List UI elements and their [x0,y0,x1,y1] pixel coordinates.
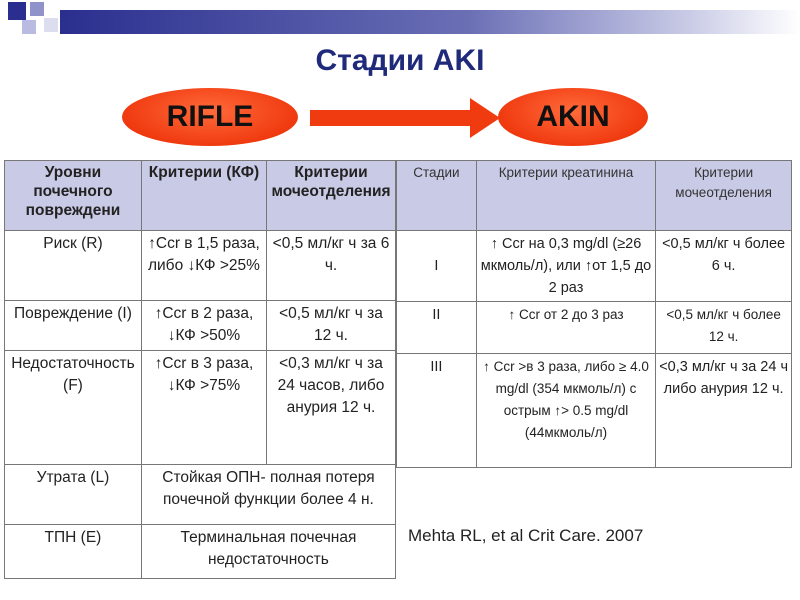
decor-square-2 [30,2,44,16]
rifle-level-cell: Утрата (L) [5,465,142,525]
akin-header-urine: Критерии мочеотделения [656,161,792,231]
rifle-merged-cell: Стойкая ОПН- полная потеря почечной функции более 4 н. [141,465,395,525]
table-row [397,231,792,302]
akin-header-stage: Стадии [397,161,477,231]
akin-table [396,160,792,468]
table-row [397,302,792,354]
header-bar [60,10,800,34]
table-row [5,525,396,579]
rifle-level-cell: ТПН (E) [5,525,142,579]
rifle-gfr-cell: ↑Ccr в 1,5 раза, либо ↓КФ >25% [141,231,266,301]
decor-square-1 [8,2,26,20]
decor-square-4 [44,18,58,32]
akin-urine-cell: <0,5 мл/кг ч более 6 ч. [656,231,792,302]
rifle-gfr-cell: ↑Ccr в 2 раза, ↓КФ >50% [141,301,266,351]
rifle-table [4,160,396,579]
oval-akin: AKIN [498,88,648,146]
akin-stage-cell: II [397,302,477,354]
akin-urine-cell: <0,5 мл/кг ч более 12 ч. [656,302,792,354]
rifle-header-gfr: Критерии (КФ) [141,161,266,231]
akin-creatinine-cell: ↑ Ccr от 2 до 3 раз [476,302,655,354]
table-row [397,354,792,468]
akin-header-creatinine: Критерии креатинина [476,161,655,231]
right-arrow-icon [310,98,500,138]
rifle-urine-cell: <0,5 мл/кг ч за 6 ч. [267,231,396,301]
rifle-level-cell: Недостаточность (F) [5,351,142,465]
table-row [5,465,396,525]
akin-creatinine-cell: ↑ Ccr на 0,3 mg/dl (≥26 мкмоль/л), или ↑от 1,5 до 2 раз [476,231,655,302]
rifle-header-level: Уровни почечного повреждени [5,161,142,231]
rifle-level-cell: Повреждение (I) [5,301,142,351]
akin-stage-cell: III [397,354,477,468]
rifle-gfr-cell: ↑Ccr в 3 раза, ↓КФ >75% [141,351,266,465]
table-row [5,231,396,301]
citation: Mehta RL, et al Crit Care. 2007 [408,526,644,545]
akin-urine-cell: <0,3 мл/кг ч за 24 ч либо анурия 12 ч. [656,354,792,468]
page-title: Стадии AKI [315,44,485,77]
rifle-header-urine: Критерии мочеотделения [267,161,396,231]
rifle-urine-cell: <0,5 мл/кг ч за 12 ч. [267,301,396,351]
akin-creatinine-cell: ↑ Ccr >в 3 раза, либо ≥ 4.0 mg/dl (354 мкмоль/л) с острым ↑> 0.5 mg/dl (44мкмоль/л) [476,354,655,468]
rifle-urine-cell: <0,3 мл/кг ч за 24 часов, либо анурия 12 ч. [267,351,396,465]
table-row [5,301,396,351]
oval-rifle: RIFLE [122,88,298,146]
rifle-merged-cell: Терминальная почечная недостаточность [141,525,395,579]
akin-stage-cell: I [397,231,477,302]
decor-square-3 [22,20,36,34]
rifle-level-cell: Риск (R) [5,231,142,301]
table-row [5,351,396,465]
